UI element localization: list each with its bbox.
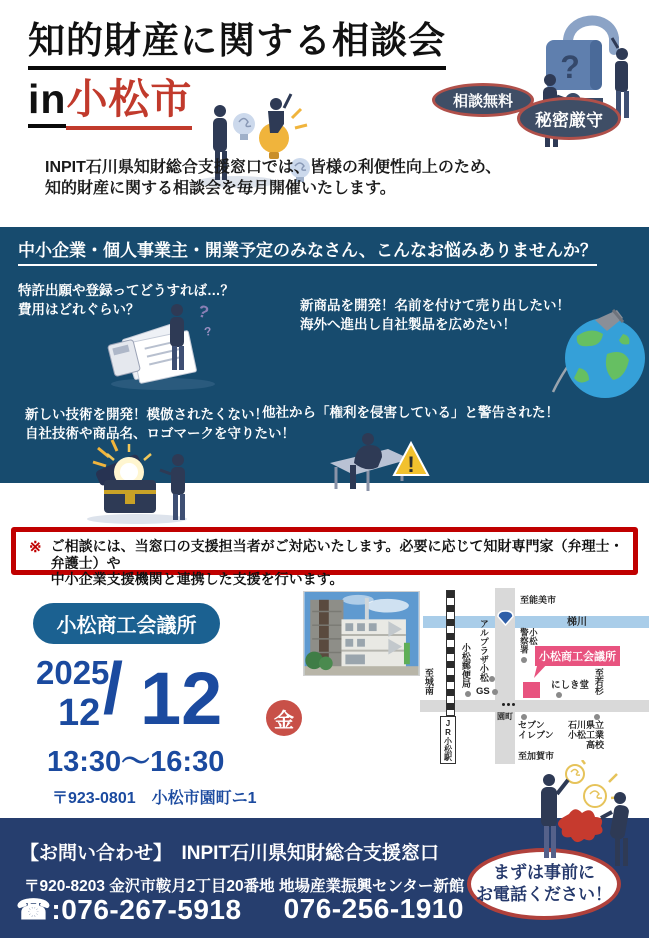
map-poi-dot xyxy=(489,676,495,682)
event-day: 12 xyxy=(140,657,223,740)
map-label-river: 梯川 xyxy=(567,617,587,628)
crossing-dots-icon xyxy=(502,703,515,706)
page-title: 知的財産に関する相談会 xyxy=(28,10,446,70)
map-label-school: 石川県立 小松工業 高校 xyxy=(567,720,604,750)
call-first-callout: まずは事前に お電話ください！ xyxy=(467,848,621,920)
venue-name-pill: 小松商工会議所 xyxy=(33,603,220,644)
map-poi-dot xyxy=(492,689,498,695)
event-year: 2025 xyxy=(36,654,110,691)
map-poi-dot xyxy=(556,692,562,698)
question-mark-icon: ? xyxy=(560,49,580,85)
warning-desk-illustration xyxy=(312,427,432,493)
route-shield-icon xyxy=(497,610,514,626)
map-label-police: 小松 xyxy=(528,628,539,645)
venue-photo xyxy=(303,591,420,676)
question-mark-icon: ? xyxy=(196,301,211,323)
map-station-box: JR小松駅 xyxy=(440,716,456,764)
event-time: 13:30～16:30 xyxy=(47,746,225,778)
notice-box xyxy=(11,527,638,587)
badge-confidential xyxy=(517,97,621,140)
map-label-gas-station: GS xyxy=(476,686,490,697)
event-month: 12 xyxy=(58,692,101,734)
phone-number-1: ☎:076-267-5918 xyxy=(16,894,242,925)
exclamation-icon: ! xyxy=(407,452,415,477)
map-label-police: 警察署 xyxy=(519,628,530,654)
event-weekday-badge: 金 xyxy=(266,700,302,736)
intro-text xyxy=(45,157,501,199)
map-poi-dot xyxy=(594,714,600,720)
map-venue-marker xyxy=(523,682,540,698)
map-railway-line xyxy=(446,590,455,716)
contact-address: 〒920-8203 金沢市鞍月2丁目20番地 地場産業振興センター新館 xyxy=(24,878,465,895)
map-label-to-nomi: 至能美市 xyxy=(520,595,557,605)
map-label-alplaza: アルプラザ小松 xyxy=(478,619,489,682)
event-date-slash: / xyxy=(103,649,124,729)
notice-marker: ※ xyxy=(29,539,42,556)
badge-secret-label: 秘密厳守 xyxy=(535,111,603,130)
treasure-chest-illustration xyxy=(82,432,200,525)
subtitle-in: in xyxy=(28,76,66,128)
map-label-to-wakasugi: 至若杉 xyxy=(593,668,604,695)
badge-free-label: 相談無料 xyxy=(452,92,513,110)
map-poi-dot xyxy=(465,691,471,697)
access-map xyxy=(420,588,649,773)
intro-line1: INPIT石川県知財総合支援窓口では、皆様の利便性向上のため、 xyxy=(45,159,502,176)
map-poi-dot xyxy=(521,714,527,720)
concern-item-warning: 他社から「権利を侵害している」と警告された！ xyxy=(262,405,559,420)
concerns-heading: 中小企業・個人事業主・開業予定のみなさん、こんなお悩みありませんか？ xyxy=(18,236,597,266)
contact-heading: 【お問い合わせ】 INPIT石川県知財総合支援窓口 xyxy=(20,843,440,864)
map-label-seven-eleven: セブン イレブン xyxy=(518,720,554,740)
consult-people-illustration xyxy=(527,760,639,868)
contact-phones xyxy=(16,893,464,926)
concern-item-newproduct: 新商品を開発！名前を付けて売り出したい！ 海外へ進出し自社製品を広めたい！ xyxy=(300,298,570,332)
phone-number-2: 076-256-1910 xyxy=(283,893,464,924)
event-address: 〒923-0801 小松市園町ニ1 xyxy=(52,790,257,807)
intro-line2: 知的財産に関する相談会を毎月開催いたします。 xyxy=(45,180,396,197)
map-poi-dot xyxy=(521,657,527,663)
subtitle-city: 小松市 xyxy=(66,66,192,130)
map-label-nishikido: にしき堂 xyxy=(551,680,590,691)
concern-item-patent: 特許出願や登録ってどうすれば…？ 費用はどれぐらい？ xyxy=(18,283,234,317)
map-label-to-jonan: 至城南 xyxy=(423,668,434,695)
map-label-crossing: 園町 xyxy=(497,712,513,721)
map-label-to-kaga: 至加賀市 xyxy=(518,751,555,761)
map-river-band xyxy=(423,616,649,628)
page-subtitle xyxy=(28,66,192,130)
notice-text: ご相談には、当窓口の支援担当者がご対応いたします。必要に応じて知財専門家（弁理士・弁護士）や 中小企業支援機関と連携した支援を行います。 xyxy=(50,538,624,587)
map-venue-label: 小松商工会議所 xyxy=(535,646,620,666)
question-mark-icon: ? xyxy=(203,323,213,339)
concern-item-technology: 新しい技術を開発！模倣されたくない！ 自社技術や商品名、ロゴマークを守りたい！ xyxy=(25,407,295,441)
map-label-post-office: 小松郵便局 xyxy=(460,643,471,688)
